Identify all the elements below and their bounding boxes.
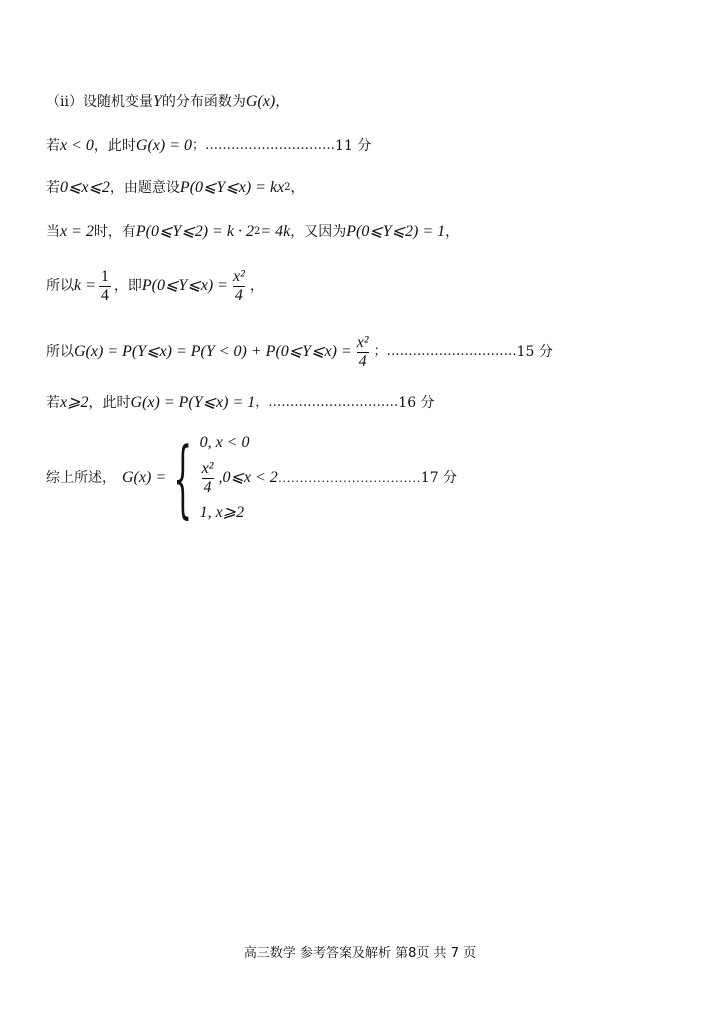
points-label: 17 分: [420, 470, 458, 486]
page-footer: 高三数学 参考答案及解析 第8页 共 7 页: [243, 946, 477, 961]
text: ，: [290, 180, 305, 196]
math-expr: G(x) =: [122, 469, 167, 486]
text: ，此时: [88, 395, 131, 411]
numerator: 1: [100, 267, 109, 285]
denominator: 4: [203, 478, 212, 496]
text: 综上所述，: [46, 470, 116, 486]
line-distribution-def: [46, 92, 289, 112]
text: 的分布函数为: [161, 94, 246, 110]
case-value: 0, x < 0: [199, 434, 250, 451]
math-expr: G(x) = 0: [135, 137, 193, 154]
line-G-middle: [46, 332, 553, 372]
case-value: 1, x⩾2: [199, 504, 245, 521]
case-row: [200, 502, 457, 524]
piecewise-cases: [200, 432, 457, 524]
fraction: [355, 334, 371, 371]
math-expr: P(0⩽Y⩽x) = kx: [179, 179, 285, 196]
line-case-large: [46, 393, 435, 413]
text: ，此时: [93, 138, 136, 154]
points-label: 16 分: [398, 395, 435, 411]
text: 若: [46, 180, 60, 196]
case-cond: ,0⩽x < 2: [218, 469, 278, 486]
fraction: [231, 268, 247, 305]
text: 时，有: [93, 224, 136, 240]
text: ，: [275, 94, 290, 110]
text: 若: [46, 138, 60, 154]
math-expr: k =: [74, 277, 96, 294]
text: ，又因为: [290, 224, 347, 240]
text: 若: [46, 395, 60, 411]
math-expr: P(0⩽Y⩽2) = k · 2: [135, 223, 254, 240]
denominator: 4: [100, 286, 109, 304]
line-solve-k: [46, 266, 264, 306]
math-cond: x⩾2: [60, 394, 89, 411]
dots: ；…………………………: [373, 344, 517, 359]
points-label: 11 分: [335, 138, 372, 154]
text: ，由题意设: [109, 180, 180, 196]
math-var: Y: [152, 93, 162, 110]
numerator: x²: [232, 267, 245, 285]
math-expr: G(x): [245, 93, 276, 110]
denominator: 4: [358, 352, 367, 370]
points-label: 15 分: [516, 344, 553, 360]
case-row: [200, 432, 457, 454]
math-expr: P(0⩽Y⩽x) =: [141, 277, 228, 294]
text: 所以: [46, 278, 74, 294]
dots: ……………………………: [277, 470, 421, 485]
denominator: 4: [234, 286, 243, 304]
math-expr: G(x) = P(Y⩽x) = 1: [130, 394, 256, 411]
text: 当: [46, 224, 60, 240]
fraction: [200, 460, 216, 497]
left-brace: {: [173, 429, 193, 527]
math-sup: 2: [284, 182, 291, 193]
math-expr: = 4k: [260, 223, 291, 240]
line-summary: [46, 424, 457, 532]
line-case-negative: [46, 136, 371, 156]
math-cond: x < 0: [60, 137, 94, 154]
text: ，: [249, 278, 264, 294]
math-expr: P(0⩽Y⩽2) = 1: [346, 223, 446, 240]
text: （ⅱ）设随机变量: [46, 94, 153, 110]
line-case-middle: [46, 178, 305, 198]
numerator: x²: [356, 333, 369, 351]
text: ，即: [113, 278, 142, 294]
numerator: x²: [201, 459, 214, 477]
text: 所以: [46, 344, 74, 360]
math-sup: 2: [253, 226, 261, 237]
line-when-two: [46, 222, 459, 242]
dots: ；…………………………: [192, 138, 336, 153]
math-cond: x = 2: [60, 223, 94, 240]
math-cond: 0⩽x⩽2: [60, 179, 110, 196]
text: ，: [445, 224, 460, 240]
math-expr: G(x) = P(Y⩽x) = P(Y < 0) + P(0⩽Y⩽x) =: [74, 343, 352, 360]
dots: ，…………………………: [255, 395, 399, 410]
case-row: [200, 458, 457, 498]
fraction: [99, 268, 111, 305]
